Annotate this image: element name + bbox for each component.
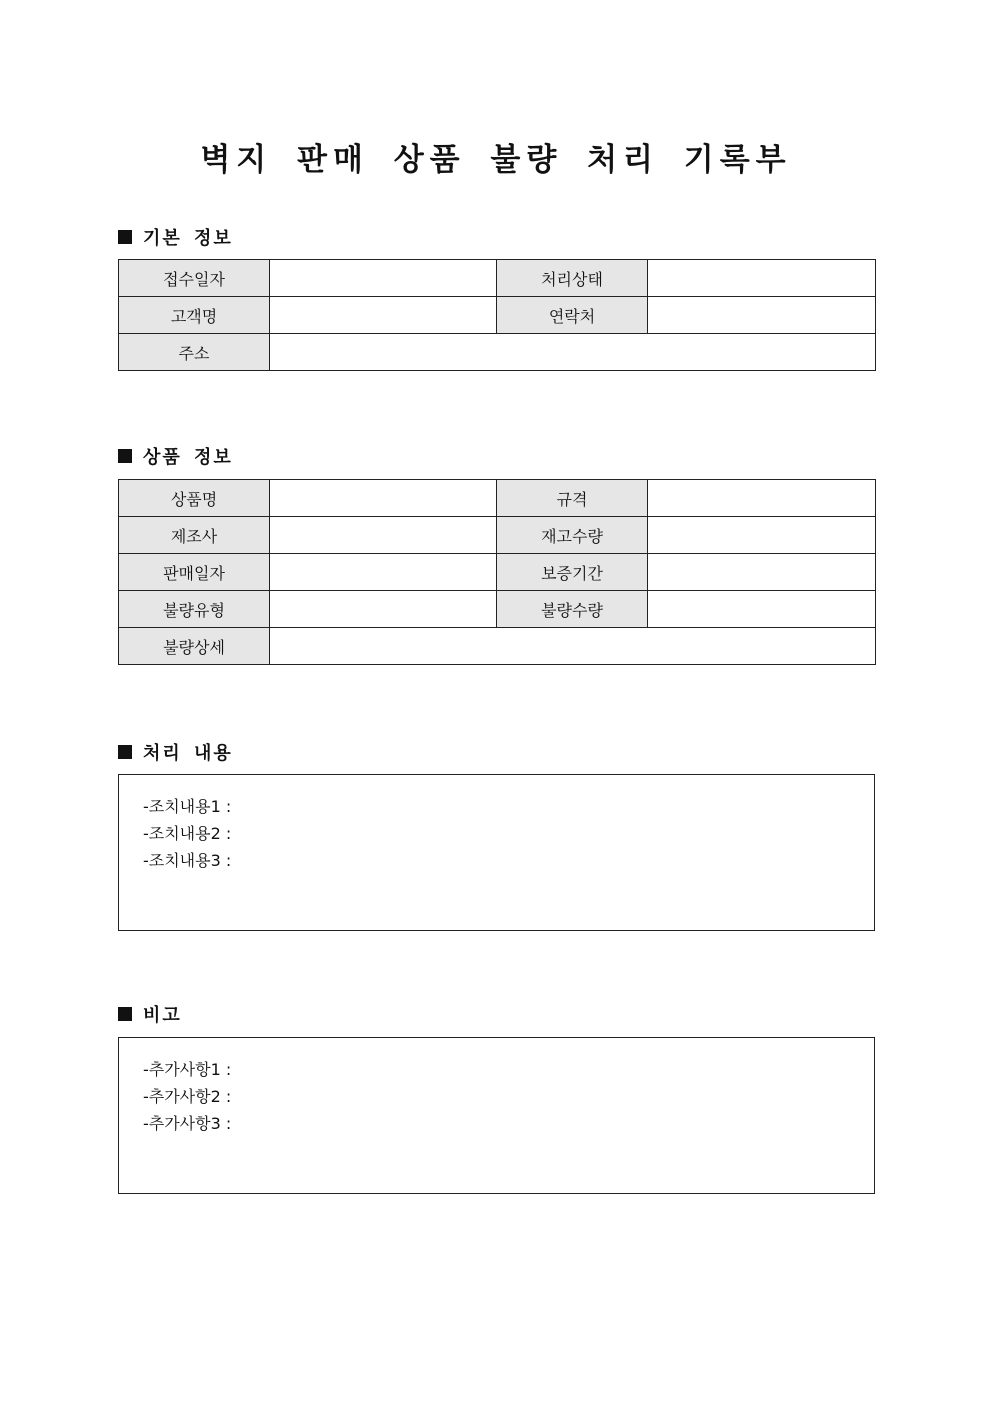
section-product-heading — [118, 443, 233, 469]
status-label: 처리상태 — [497, 260, 648, 297]
defect-detail-label: 불량상세 — [119, 628, 270, 665]
defect-qty-label: 불량수량 — [497, 591, 648, 628]
defect-detail-field[interactable] — [270, 628, 876, 665]
section-basic-heading — [118, 224, 233, 250]
spec-label: 규격 — [497, 480, 648, 517]
notes-line-1: -추가사항1 : — [143, 1060, 232, 1079]
stock-qty-label: 재고수량 — [497, 517, 648, 554]
defect-type-label: 불량유형 — [119, 591, 270, 628]
handling-memo-box[interactable] — [118, 774, 875, 931]
table-row — [119, 517, 876, 554]
defect-type-field[interactable] — [270, 591, 497, 628]
contact-field[interactable] — [648, 297, 876, 334]
spec-field[interactable] — [648, 480, 876, 517]
manufacturer-field[interactable] — [270, 517, 497, 554]
customer-name-field[interactable] — [270, 297, 497, 334]
customer-name-label: 고객명 — [119, 297, 270, 334]
table-row — [119, 628, 876, 665]
handling-line-2: -조치내용2 : — [143, 824, 232, 843]
warranty-field[interactable] — [648, 554, 876, 591]
square-bullet-icon — [118, 1007, 132, 1021]
handling-line-3: -조치내용3 : — [143, 851, 232, 870]
section-basic-title: 기본 정보 — [143, 228, 233, 249]
square-bullet-icon — [118, 230, 132, 244]
address-label: 주소 — [119, 334, 270, 371]
handling-line-1: -조치내용1 : — [143, 797, 232, 816]
square-bullet-icon — [118, 745, 132, 759]
section-handling-heading — [118, 739, 233, 765]
address-field[interactable] — [270, 334, 876, 371]
product-name-label: 상품명 — [119, 480, 270, 517]
product-name-field[interactable] — [270, 480, 497, 517]
table-row — [119, 297, 876, 334]
notes-line-3: -추가사항3 : — [143, 1114, 232, 1133]
contact-label: 연락처 — [497, 297, 648, 334]
received-date-field[interactable] — [270, 260, 497, 297]
stock-qty-field[interactable] — [648, 517, 876, 554]
document-title: 벽지 판매 상품 불량 처리 기록부 — [200, 142, 792, 178]
sale-date-label: 판매일자 — [119, 554, 270, 591]
section-notes-heading — [118, 1001, 182, 1027]
received-date-label: 접수일자 — [119, 260, 270, 297]
notes-memo-box[interactable] — [118, 1037, 875, 1194]
section-product-title: 상품 정보 — [143, 447, 233, 468]
square-bullet-icon — [118, 449, 132, 463]
basic-info-table — [118, 259, 876, 371]
table-row — [119, 480, 876, 517]
notes-line-2: -추가사항2 : — [143, 1087, 232, 1106]
table-row — [119, 591, 876, 628]
section-handling-title: 처리 내용 — [143, 743, 233, 764]
product-info-table — [118, 479, 876, 665]
defect-qty-field[interactable] — [648, 591, 876, 628]
table-row — [119, 554, 876, 591]
table-row — [119, 334, 876, 371]
status-field[interactable] — [648, 260, 876, 297]
sale-date-field[interactable] — [270, 554, 497, 591]
table-row — [119, 260, 876, 297]
manufacturer-label: 제조사 — [119, 517, 270, 554]
warranty-label: 보증기간 — [497, 554, 648, 591]
section-notes-title: 비고 — [143, 1005, 182, 1026]
